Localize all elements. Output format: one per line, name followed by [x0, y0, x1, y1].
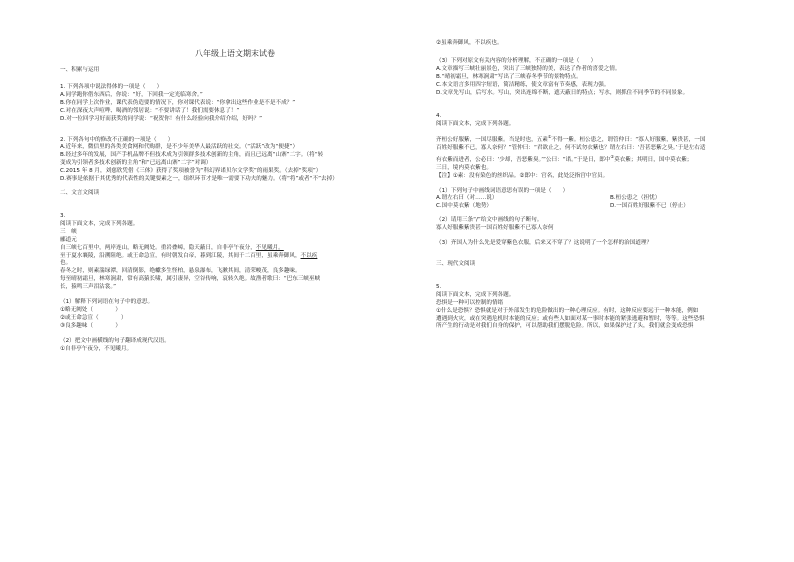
q5-intro: 阅读下面文本，完成下列各题。: [436, 291, 515, 298]
q1-stem: 1. 下列各项中说法得体的一项是（ ）: [60, 84, 163, 90]
q4-option-d: D.一国百姓好服紫不已（停止）: [610, 203, 689, 210]
q4-sentence: 寡人好服紫紫贵甚一国百姓好服紫不已寡人奈何: [436, 225, 554, 232]
underlined-sentence-2: 不以疾: [300, 252, 318, 259]
q3-number: 3.: [60, 212, 66, 219]
q2-option-b-2: 变成为引领者多技术创新的主角”和“已远离山寨”二字”对调）: [60, 160, 212, 167]
q3-paragraph-4a: 每至晴初霜旦，林寒涧肃，常有高猿长啸，属引凄异，空谷传响，哀转久绝。故渔者歌曰：“巴东三峡巫峡: [60, 276, 321, 283]
q4-options: [436, 195, 776, 211]
q3-paragraph-2: 至于夏水襄陵，沿溯阻绝。或王命急宣，有时朝发白帝，暮到江陵，其间千二百里，虽乘奔御风，不以疾: [60, 252, 318, 259]
q2-option-a: A.近年来，微信里的各类美食网和代购群，是不少年美华人最活跃的社交。（“活跃”改为“便捷”）: [60, 144, 299, 151]
q4-option-a: A.谓左右曰（对……说）: [436, 195, 498, 202]
q3-sub-3: （3）下列对原文有关内容的分析理解，不正确的一项是（ ） A.文章描写三峡壮丽景色，突出了三峡独特的美，表达了作者的喜爱之情。 B.“晴初霜旦，林寒涧肃”写出了三峡春冬季节的景物特点。 C.本文语言多用四字短语，简洁精练，使文章富有节奏感，表现力强。 D.文章先写山，后写水。写山，突出连绵不断，遮天蔽日的特点；写水，则抓住不同季节的不同景象。: [436, 58, 776, 98]
q5-passage-title: 恐惧是一种可以控制的情绪: [436, 299, 504, 306]
q2-option-d-1: D.赛事是依据于其优秀的代表性的关键要素之一，组织环节才是唯一需要下功夫的魅力。（将“将”或者“不”去掉）: [60, 176, 338, 183]
q3-paragraph-4b: 长，猿鸣三声泪沾裳。”: [60, 284, 117, 291]
q2-option-c: C.2015 年 8 月，刘慈欣凭借《三体》获得了奖项被誉为“科幻界诺贝尔文学奖”的雨果奖。（去掉“奖项”）: [60, 168, 322, 175]
question-5: [436, 284, 776, 331]
q3-option-a: A.文章描写三峡壮丽景色，突出了三峡独特的美，表达了作者的喜爱之情。: [436, 65, 621, 72]
q3-option-d: D.文章先写山，后写水。写山，突出连绵不断，遮天蔽日的特点；写水，则抓住不同季节的不同景象。: [436, 89, 689, 96]
q5-number: 5.: [436, 283, 442, 290]
q5-paragraph-1c: 所产生的行动是对我们自身的保护，可以帮助我们摆脱危险。所以，如果保护过了头，我们就会变成恐惧: [436, 323, 694, 330]
q4-passage-2: 百姓好服紫不已，寡人奈何？”管仲曰：“君欲止之，何不试勿衣紫也？谓左右曰：‘吾甚恶紫之臭。’于是左右适: [436, 145, 706, 152]
q3-passage-title: 三 峡: [60, 228, 77, 235]
q1-option-b: B.你在同学上次作业，课代表伪造要的情况下，你对课代表说：“你拿出这些作业是不是不成？”: [60, 99, 296, 106]
q4-sub-3: （3）齐国人为什么先是爱穿紫色衣服，后来又不穿了？这说明了一个怎样的治国道理？: [436, 240, 653, 247]
q3-paragraph-2-end: 也。: [60, 260, 72, 267]
q3-passage-author: 郦道元: [60, 236, 77, 243]
underlined-sentence-1: 不见曦月。: [255, 244, 284, 251]
q4-number: 4.: [436, 113, 442, 120]
q3-paragraph-3: 春冬之时，则素湍绿潭，回清倒影，绝巘多生怪柏，悬泉瀑布，飞漱其间，清荣峻茂，良多趣味。: [60, 268, 301, 275]
q3-sub-2: （2）把文中画横线的句子翻译成现代汉语。: [60, 337, 170, 344]
q5-paragraph-1a: ①什么是恐惧？恐惧就是对于外部发生的危险做出的一种心理反应。有时，这种反应要远于一种本能，例如: [436, 307, 699, 314]
q3-option-b: B.“晴初霜旦，林寒涧肃”写出了三峡春冬季节的景物特点。: [436, 73, 582, 80]
right-column: [436, 0, 776, 562]
question-1: [60, 84, 410, 124]
q1-option-c: C.对在深夜大声喧哗、喝酒的邻居说：“不要讲话了！我们需要休息了！”: [60, 107, 240, 114]
q3-word-1: ①略无阙处（ ）: [60, 306, 121, 313]
q3-paragraph-1: 自三峡七百里中，两岸连山，略无阙处。重岩叠嶂，隐天蔽日，自非亭午夜分，不见曦月。: [60, 244, 284, 251]
q4-note: 【注】①素：没有染色的丝织品。②郎中：官名，此处泛指宫中官员。: [436, 172, 609, 179]
q3-word-3: ③良多趣味（ ）: [60, 322, 121, 329]
section-heading-2: 二、文言文阅读: [60, 189, 100, 196]
section-heading-1: 一、积累与运用: [60, 67, 100, 73]
q4-option-b: B.桓公患之（担忧）: [610, 195, 661, 202]
q1-option-a: A.同学跑你借东西后，你说：“好，下回我一定光临寒舍。”: [60, 91, 203, 98]
exam-title: 八年级上语文期末试卷: [195, 49, 275, 58]
section-heading-3: 三、现代文阅读: [436, 260, 476, 267]
q4-passage-1: 齐桓公好服紫，一国尽服紫。当是时也，五素①不得一紫。桓公患之，谓管仲曰：“寡人好服紫，紫贵甚，一国: [436, 134, 706, 144]
question-3: [60, 213, 410, 354]
q2-option-b-1: B.经过多年的发展，国产手机品牌不但技术成为引领群多技术创新的主角，而且已远离“山寨”二字。（将“转: [60, 152, 324, 159]
q3-option-c: C.本文语言多用四字短语，简洁精练，使文章富有节奏感，表现力强。: [436, 81, 610, 88]
q4-intro: 阅读下面文本，完成下列各题。: [436, 121, 515, 128]
q2-stem: 2. 下列各句中的修改不正确的一项是（ ）: [60, 136, 174, 143]
q3-translate-2: ②虽乘奔御风，不以疾也。: [436, 40, 503, 46]
q3-sub-1: （1）解释下列词语在句子中的意思。: [60, 299, 154, 306]
q3-word-2: ②或王命急宣（ ）: [60, 314, 127, 321]
footnote-marker-1: ①: [547, 134, 552, 140]
question-4: [436, 113, 776, 248]
q4-sub-2: （2）请用三条“/”给文中画线的句子断句。: [436, 217, 543, 224]
left-column: [60, 0, 410, 562]
q3-intro: 阅读下面文本，完成下列各题。: [60, 220, 139, 227]
q4-passage-3: 有衣紫而进者，公必曰：‘少却，吾恶紫臭。’”公曰：“诺。”于是日，郎中②莫衣紫；其明日，国中莫衣紫；: [436, 153, 693, 163]
q1-option-d: D.对一位回学习好而获奖的同学说：“祝贺你！有什么经验向我介绍介绍，好吗？”: [60, 115, 263, 122]
q5-paragraph-1b: 遭遇到火灾，或在突遇危机时本能的反应；或有些人如面对某一事时本能的紧张逃避和暂时，等等。这些恐惧: [436, 315, 705, 322]
q4-passage-4: 三日，境内莫衣紫也。: [436, 164, 492, 171]
q4-sub-1: （1）下列句子中画线词语意思有误的一项是（ ）: [436, 187, 569, 194]
footnote-marker-2: ②: [610, 153, 615, 159]
q3-translate-1: ①自非亭午夜分，不见曦月。: [60, 345, 133, 352]
q4-option-c: C.国中莫衣紫（地势）: [436, 203, 493, 210]
question-2: [60, 137, 410, 184]
